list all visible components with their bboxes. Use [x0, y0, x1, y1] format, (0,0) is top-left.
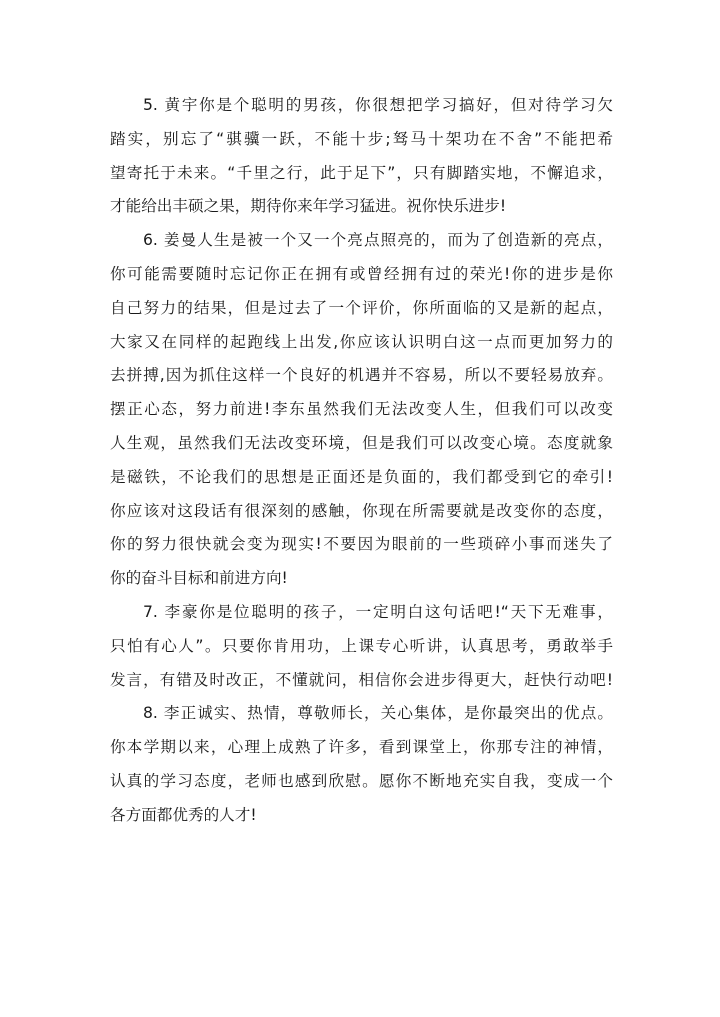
text-line: 你应该对这段话有很深刻的感触，你现在所需要就是改变你的态度， — [110, 501, 613, 520]
text-line: 你的努力很快就会变为现实!不要因为眼前的一些琐碎小事而迷失了 — [110, 535, 613, 554]
text-line: 自己努力的结果，但是过去了一个评价，你所面临的又是新的起点， — [110, 298, 613, 317]
paragraph-8 — [110, 697, 613, 832]
text-line: 大家又在同样的起跑线上出发,你应该认识明白这一点而更加努力的 — [110, 332, 613, 351]
text-line: 认真的学习态度，老师也感到欣慰。愿你不断地充实自我，变成一个 — [110, 771, 613, 790]
text-line: 只怕有心人”。只要你肯用功，上课专心听讲，认真思考，勇敢举手 — [110, 636, 613, 655]
text-line: 8. 李正诚实、热情，尊敬师长，关心集体，是你最突出的优点。 — [143, 704, 613, 723]
text-line: 人生观，虽然我们无法改变环境，但是我们可以改变心境。态度就象 — [110, 433, 613, 452]
text-line: 望寄托于未来。“千里之行，此于足下”，只有脚踏实地，不懈追求， — [110, 163, 613, 182]
text-line: 7. 李豪你是位聪明的孩子，一定明白这句话吧!“天下无难事， — [143, 602, 613, 621]
text-line: 各方面都优秀的人才! — [110, 805, 257, 824]
text-line: 你的奋斗目标和前进方向! — [110, 569, 288, 588]
document-body — [110, 89, 613, 833]
text-line: 你本学期以来，心理上成熟了许多，看到课堂上，你那专注的神情， — [110, 738, 613, 757]
text-line: 踏实，别忘了“骐骥一跃，不能十步;驽马十架功在不舍”不能把希 — [110, 129, 613, 148]
paragraph-5 — [110, 89, 613, 224]
paragraph-6 — [110, 224, 613, 596]
text-line: 才能给出丰硕之果，期待你来年学习猛进。祝你快乐进步! — [110, 197, 507, 216]
text-line: 5. 黄宇你是个聪明的男孩，你很想把学习搞好，但对待学习欠 — [143, 96, 613, 114]
paragraph-7 — [110, 596, 613, 697]
text-line: 发言，有错及时改正，不懂就问，相信你会进步得更大，赶快行动吧! — [110, 670, 613, 689]
text-line: 去拼搏,因为抓住这样一个良好的机遇并不容易，所以不要轻易放弃。 — [110, 366, 613, 385]
text-line: 你可能需要随时忘记你正在拥有或曾经拥有过的荣光!你的进步是你 — [110, 264, 613, 283]
text-line: 是磁铁，不论我们的思想是正面还是负面的，我们都受到它的牵引! — [110, 467, 613, 486]
text-line: 6. 姜曼人生是被一个又一个亮点照亮的，而为了创造新的亮点， — [143, 231, 613, 250]
text-line: 摆正心态，努力前进!李东虽然我们无法改变人生，但我们可以改变 — [110, 400, 613, 419]
